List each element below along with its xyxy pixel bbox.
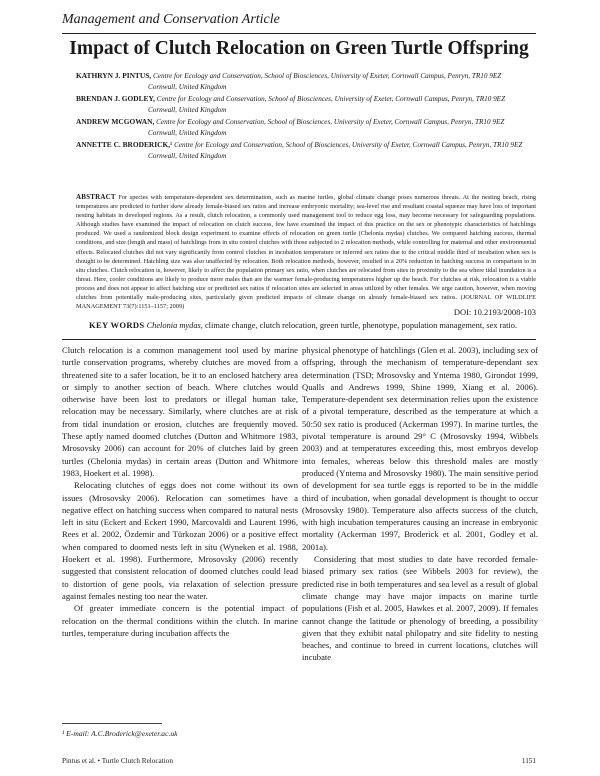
author-name: ANDREW MCGOWAN, [76,117,155,126]
article-category: Management and Conservation Article [62,12,280,27]
keyword-species: Chelonia mydas [146,321,201,330]
section-divider [62,339,536,340]
author-affiliation-cont: Cornwall, United Kingdom [148,83,227,91]
author-affiliation: Centre for Ecology and Conservation, School of Biosciences, University of Exeter, Cornwall Campus, Penryn, TR10 9EZ [156,118,505,126]
running-footer: Pintus et al. • Turtle Clutch Relocation [62,757,173,765]
author-affiliation: Centre for Ecology and Conservation, School of Biosciences, University of Exeter, Cornwall Campus, Penryn, TR10 9EZ [152,72,502,80]
header-divider [62,33,536,34]
body-paragraph: Of greater immediate concern is the potential impact of relocation on the thermal conditions within the clutch. In marine turtles, temperature during incubation affects the [62,603,298,638]
page-number: 1151 [521,757,536,765]
author-list [62,70,536,162]
body-paragraph: Relocating clutches of eggs does not come without its own issues (Mrosovsky 2006). Relocation can sometimes have a negative effect on hatching success when compared to natural nests left in situ (Eckert and Eckert 1990, Marcovaldi and Laurent 1996, Rees et al. 2002, Özdemir and Türkozan 2006) or a positive effect when compared to doomed nests left in situ (Wyneken et al. 1988, Hoekert et al. 1998). Furthermore, Mrosovsky (2006) recently suggested that consistent relocation of doomed clutches could lead to distortion of gene pools, via relaxation of selection pressure against females nesting too near the water. [62,480,298,601]
article-title: Impact of Clutch Relocation on Green Turtle Offspring [69,38,529,59]
body-paragraph: Clutch relocation is a common management tool used by marine turtle conservation programs, whereby clutches are moved from a threatened site to a safer location, be it to an enclosed hatchery area or simply to another section of beach. Where clutches would otherwise have been lost to predators or illegal human take, relocation may be necessary. Similarly, where clutches are at risk from tidal inundation or erosion, clutches are frequently moved. These aptly named doomed clutches (Dutton and Whitmore 1983, Mrosovsky 2006) can account for 20% of clutches laid by green turtles (Chelonia mydas) in certain areas (Dutton and Whitmore 1983, Hoekert et al. 1998). [62,345,298,478]
author-name: KATHRYN J. PINTUS, [76,71,152,80]
footnote-email: ¹ E-mail: A.C.Broderick@exeter.ac.uk [62,729,178,738]
author-affiliation: Centre for Ecology and Conservation, School of Biosciences, University of Exeter, Cornwall Campus, Penryn, TR10 9EZ [174,141,523,149]
keywords-list: , climate change, clutch relocation, green turtle, phenotype, population management, sex ratio. [200,321,518,330]
body-column-left [62,344,298,639]
author-name: BRENDAN J. GODLEY, [76,94,155,103]
abstract-label: ABSTRACT [76,193,116,201]
doi[interactable]: DOI: 10.2193/2008-103 [453,307,536,317]
keywords-label: KEY WORDS [89,320,145,330]
keywords [89,320,536,330]
author-affiliation-cont: Cornwall, United Kingdom [148,129,227,137]
author-name: ANNETTE C. BRODERICK,¹ [76,140,173,149]
author-entry [62,116,536,139]
abstract-text: For species with temperature-dependent sex determination, such as marine turtles, global climate change poses numerous threats. At the nesting beach, rising temperatures are predicted to further skew already female-biased sex ratios and increase embryonic mortality; sea-level rise and resultant coastal squeeze may have loss of important nesting habitats in developed regions. As a result, clutch relocation, a commonly used management tool to reduce egg loss, may become necessary for safeguarding populations. Although studies have examined the impact of relocation on clutch success, few have examined the impact of this practice on the sex or phenotypic characteristics of hatchlings produced. We used a randomized block design experiment to examine effects of relocation on green turtle (Chelonia mydas) clutches. We compared hatching success, thermal conditions, and size (length and mass) of hatchlings from in situ control clutches with those subjected to 2 relocation methods, while controlling for maternal and other environmental effects. Relocated clutches did not vary significantly from control clutches in incubation temperature or inferred sex ratios due to the critical middle third of incubation when sex is thought to be determined. Hatchling size was also unaffected by relocation. Both relocation methods, however, resulted in a 20% reduction in hatching success in comparison to in situ clutches. Clutch relocation is, however, likely to affect the population primary sex ratio, when clutches are relocated from sites in proximity to the sea where tidal inundation is a threat. Here, cooler conditions are likely to produce more males than are the warmer female-producing temperatures higher up the beach. For clutches at risk, relocation is a viable process and does not appear to affect hatching size or predicted sex ratios if relocation sites are selected in areas utilized by other females. We urge caution, however, when moving clutches from potentially male-producing sites, particularly given predicted impacts of climate change on already female-biased sex ratios. [76,194,537,302]
author-entry [62,93,536,116]
author-affiliation: Centre for Ecology and Conservation, School of Biosciences, University of Exeter, Cornwall Campus, Penryn, TR10 9EZ [156,95,506,103]
author-affiliation-cont: Cornwall, United Kingdom [148,152,227,160]
body-column-right [302,344,538,664]
author-entry [62,139,536,162]
author-entry [62,70,536,93]
body-paragraph: Considering that most studies to date have recorded female-biased primary sex ratios (see Wibbels 2003 for review), the predicted rise in both temperatures and sea level as a result of global climate change may have major impacts on marine turtle populations (Fish et al. 2005, Hawkes et al. 2007, 2009). If females cannot change the latitude or phenology of breeding, a possibility given that they exhibit natal philopatry and site fidelity to nesting beaches, and continue to breed in current locations, clutches will incubate [302,554,538,663]
body-paragraph: physical phenotype of hatchlings (Glen et al. 2003), including sex of offspring, through the mechanism of temperature-dependant sex determination (TSD; Mrosovsky and Yntema 1980, Girondot 1999, Qualls and Andrews 1999, Shine 1999, Xiang et al. 2006). Temperature-dependent sex determination relies upon the existence of a pivotal temperature, described as the temperature at which a 50:50 sex ratio is produced (Ackerman 1997). In marine turtles, the pivotal temperature is around 29° C (Mrosovsky 1994, Wibbels 2003) and at temperatures exceeding this, most embryos develop into females, whereas below this threshold males are mostly produced (Yntema and Mrosovsky 1980). The main sensitive period of development for sea turtle eggs is reported to be in the middle third of incubation, when gonadal development is thought to occur (Mrosovsky 1980). Temperature also affects success of the clutch, with high incubation temperatures causing an increase in embryonic mortality (Ackerman 1997, Broderick et al. 2001, Godley et al. 2001a). [302,345,538,552]
abstract [76,193,536,311]
abstract-citation: (JOURNAL OF WILDLIFE MANAGEMENT 73(7):1151–1157; 2009) [76,294,536,311]
footnote-divider [62,723,162,724]
author-affiliation-cont: Cornwall, United Kingdom [148,106,227,114]
